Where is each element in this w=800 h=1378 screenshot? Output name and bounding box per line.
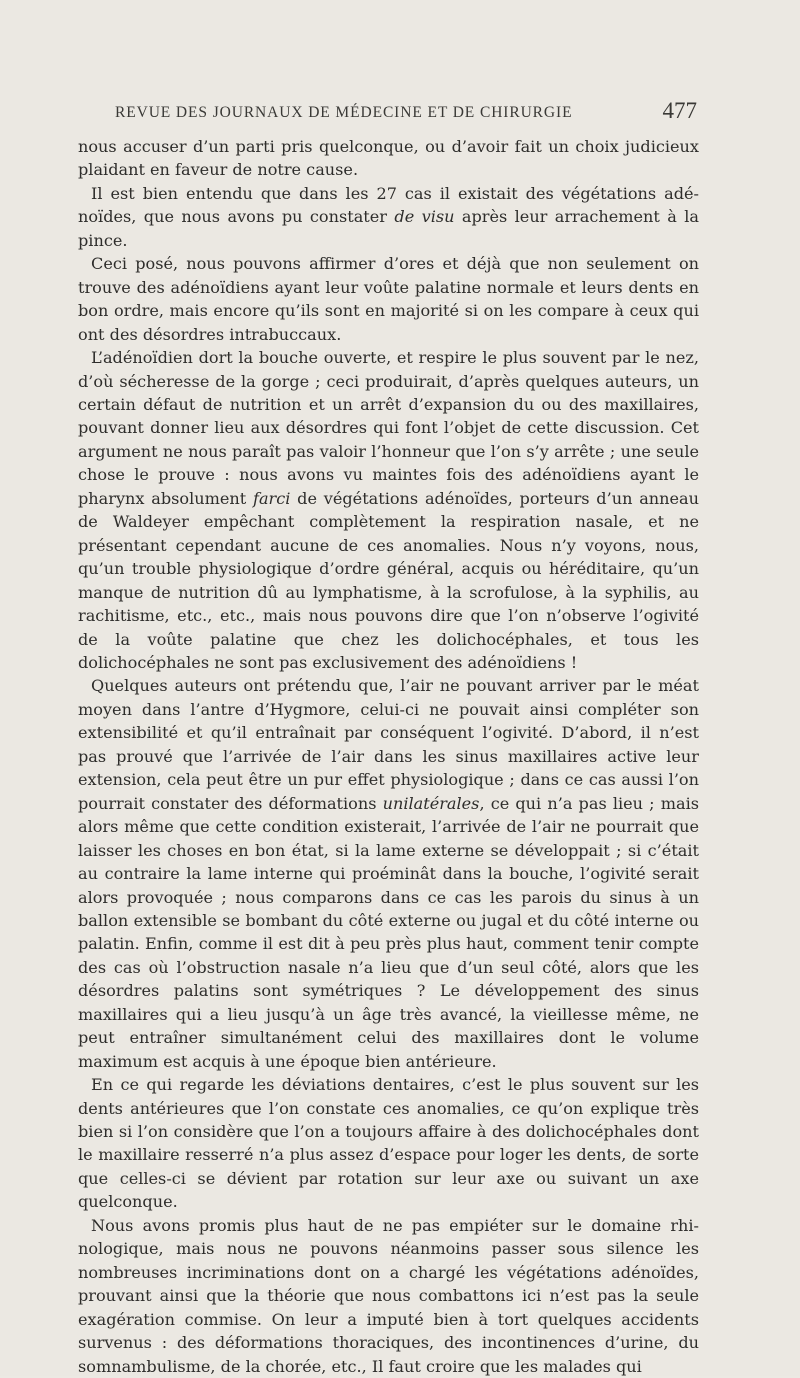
paragraph-text: de végétations adénoïdes, porteurs d’un anneau de Waldeyer empêchant complètement la respiration nasale, et ne présentant cependant aucune de ces anomalies. Nous n’y voyons, nous, qu’un trouble physiologique d’ordre général, acquis ou héréditaire, qu’un manque de nutrition dû au lymphatisme, à la scrofulose, à la syphilis, au rachitisme, etc., etc., mais nous pouvons dire que l’on n’observe l’ogivité de la voûte palatine que chez les dolichocéphales, et tous les dolichocéphales ne sont pas exclusivement des adénoïdiens ! (78, 488, 700, 672)
body-text (78, 135, 699, 1378)
paragraph (78, 182, 699, 252)
paragraph (78, 1214, 699, 1378)
italic-text: de visu (394, 207, 455, 227)
paragraph-text: après leur arrachement à la pince. (78, 207, 699, 250)
page-number: 477 (662, 98, 697, 123)
paragraph (78, 135, 699, 182)
paragraph-text: Nous avons promis plus haut de ne pas empiéter sur le domaine rhinologique, mais nous ne pouvons néanmoins passer sous silence les nombreuses incriminations dont on a chargé les végétations adénoïdes, prouvant ainsi que la théorie que nous combattons ici n’est pas la seule exagération commise. On leur a imputé bien à tort quelques accidents survenus : des déformations thoraciques, des incontinences d’urine, du somnambulisme, de la chorée, etc., Il faut croire que les malades qui (78, 1215, 699, 1376)
paragraph (78, 674, 699, 1073)
paragraph-text: Quelques auteurs ont prétendu que, l’air ne pouvant arriver par le méat moyen dans l’antre d’Hygmore, celui-ci ne pouvait ainsi compléter son extensibilité et qu’il entraînait par conséquent l’ogivité. D’abord, il n’est pas prouvé que l’arrivée de l’air dans les sinus maxillaires active leur extension, cela peut être un pur effet physiologique ; dans ce cas aussi l’on pourrait constater des déformations (78, 676, 699, 813)
italic-text: unilatérales (382, 793, 480, 813)
italic-text: farci (253, 488, 291, 508)
paragraph-text: L’adénoïdien dort la bouche ouverte, et respire le plus souvent par le nez, d’où sécheresse de la gorge ; ceci produirait, d’après quelques auteurs, un certain défaut de nutrition et un arrêt d’expansion du ou des maxillaires, pouvant donner lieu aux désordres qui font l’objet de cette discussion. Cet argument ne nous paraît pas valoir l’honneur que l’on s’y arrête ; une seule chose le prouve : nous avons vu maintes fois des adénoïdiens ayant le pharynx absolument (78, 348, 699, 508)
paragraph (78, 252, 699, 346)
paragraph-text: Ceci posé, nous pouvons affirmer d’ores et déjà que non seulement on trouve des adénoïdiens ayant leur voûte palatine normale et leurs dents en bon ordre, mais encore qu’ils sont en majorité si on les compare à ceux qui ont des désordres intrabuccaux. (78, 254, 699, 344)
running-title: REVUE DES JOURNAUX DE MÉDECINE ET DE CHIRURGIE (115, 104, 573, 121)
paragraph-text: En ce qui regarde les déviations dentaires, c’est le plus souvent sur les dents antérieures que l’on constate ces anomalies, ce qu’on explique très bien si l’on considère que l’on a toujours affaire à des dolichocéphales dont le maxillaire resserré n’a plus assez d’espace pour loger les dents, de sorte que celles-ci se dévient par rotation sur leur axe ou suivant un axe quelconque. (78, 1075, 699, 1212)
paragraph-text: nous accuser d’un parti pris quelconque, ou d’avoir fait un choix judicieux plaidant en faveur de notre cause. (78, 137, 699, 180)
running-header (115, 98, 697, 124)
paragraph-text: , ce qui n’a pas lieu ; mais alors même que cette condition existerait, l’arrivée de l’air ne pourrait que laisser les choses en bon état, si la lame externe se développait ; si c’était au contraire la lame interne qui proéminât dans la bouche, l’ogivité serait alors provoquée ; nous comparons dans ce cas les parois du sinus à un ballon extensible se bombant du côté externe ou jugal et du côté interne ou palatin. Enfin, comme il est dit à peu près plus haut, comment tenir compte des cas où l’obstruction nasale n’a lieu que d’un seul côté, alors que les désordres palatins sont symétriques ? Le développement des sinus maxillaires qui a lieu jusqu’à un âge très avancé, la vieillesse même, ne peut entraîner simultanément celui des maxillaires dont le volume maximum est acquis à une époque bien antérieure. (78, 793, 699, 1071)
paragraph (78, 346, 699, 674)
paragraph-text: Il est bien entendu que dans les 27 cas il existait des végétations adénoïdes, que nous avons pu constater (78, 183, 699, 227)
paragraph (78, 1073, 699, 1214)
